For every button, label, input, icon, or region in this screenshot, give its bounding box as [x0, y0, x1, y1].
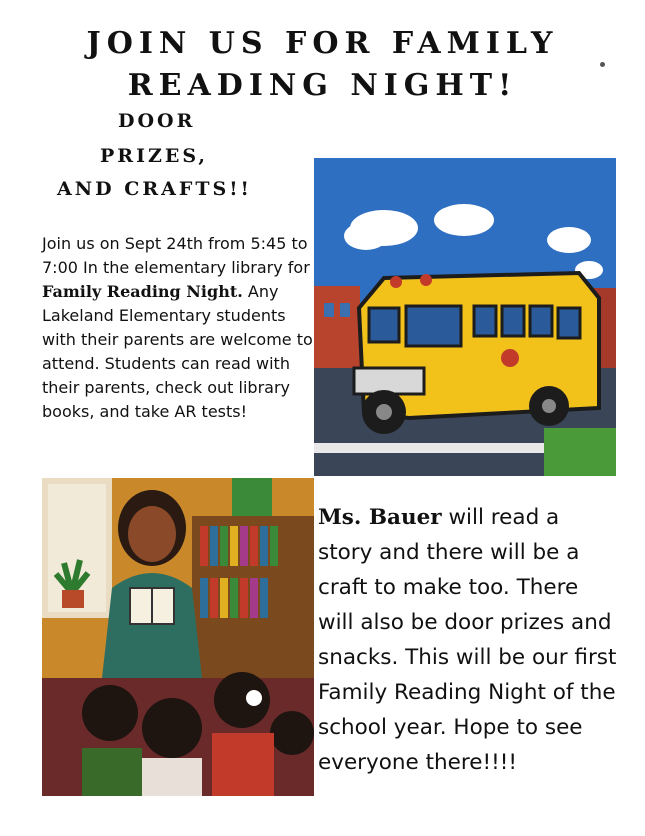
event-details-text-a: Join us on Sept 24th from 5:45 to 7:00 In the elementary library for	[42, 234, 310, 277]
stray-dot	[600, 62, 605, 67]
event-details-paragraph	[42, 232, 314, 424]
reader-name-bold: Ms. Bauer	[318, 505, 442, 530]
teacher-reading-illustration-icon	[42, 478, 314, 796]
event-details-text-b: Any Lakeland Elementary students with their parents are welcome to attend. Students can read with their parents, check out library books, and take AR tests!	[42, 282, 313, 421]
story-paragraph	[318, 500, 618, 780]
school-bus-illustration-icon	[314, 158, 616, 476]
subtitle-line3: AND CRAFTS!!	[57, 178, 252, 200]
subtitle-line1: DOOR	[118, 110, 196, 132]
story-text: will read a story and there will be a craft to make too. There will also be door prizes and snacks. This will be our first Family Reading Night of the school year. Hope to see everyone there!!!!	[318, 505, 617, 775]
event-name-bold: Family Reading Night.	[42, 282, 243, 301]
subtitle-line2: PRIZES,	[100, 145, 208, 167]
flyer-title-line2: READING NIGHT!	[127, 68, 518, 103]
flyer-title-line1: JOIN US FOR FAMILY	[86, 26, 559, 61]
